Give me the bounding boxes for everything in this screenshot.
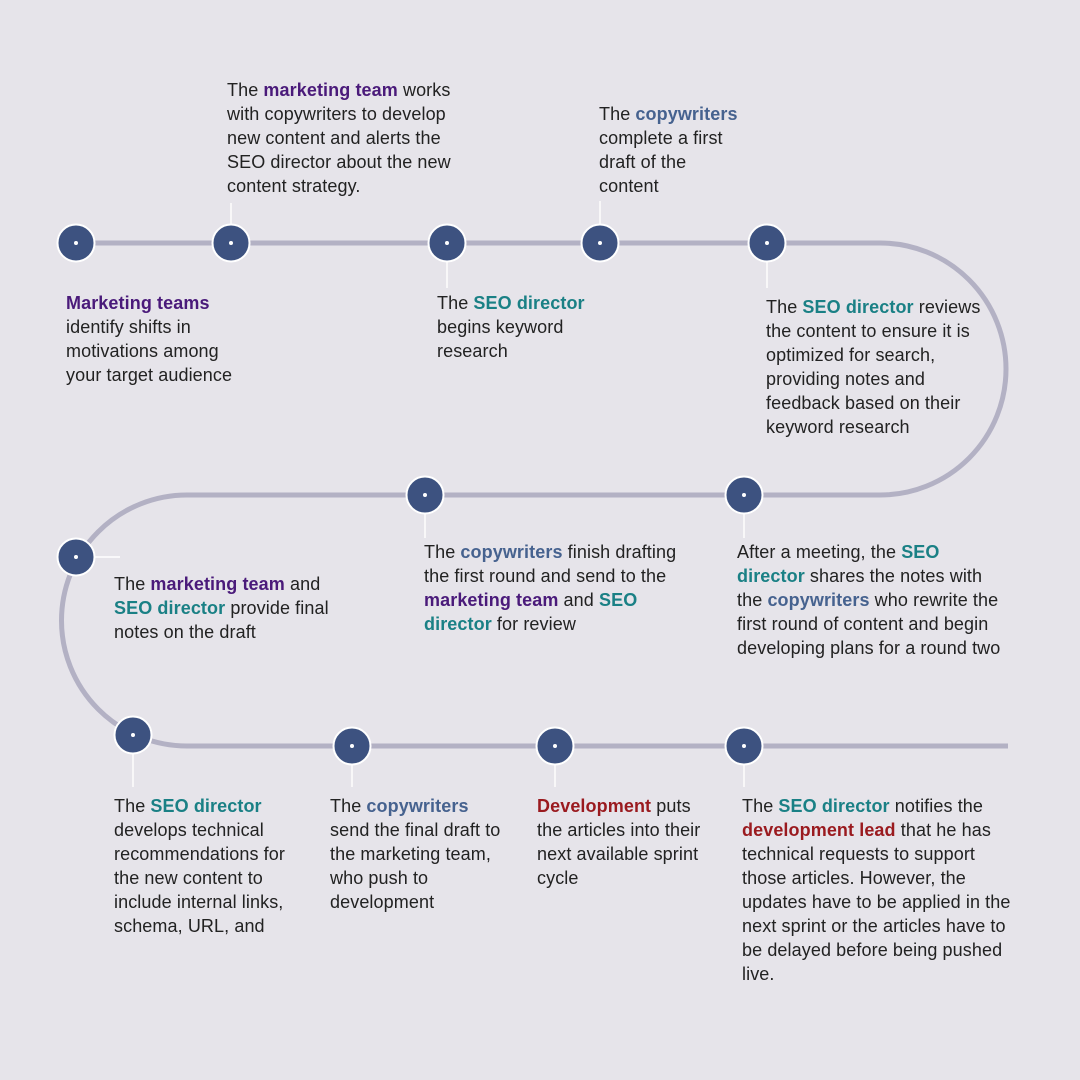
step-text-segment: complete a first draft of the content (599, 128, 723, 196)
step-text-segment: who rewrite the first round of content and begin developing plans for a round two (737, 590, 1001, 658)
role-highlight: copywriters (460, 542, 563, 562)
role-highlight: Marketing teams (66, 293, 210, 313)
step-8-node-dot (74, 555, 78, 559)
step-text-segment: finish drafting the first round and send to the (424, 542, 677, 586)
step-10-node-dot (350, 744, 354, 748)
step-text-segment: that he has technical requests to support those articles. However, the updates have to be applied in the next sprint or the articles have to be delayed before being pushed live. (742, 820, 1011, 984)
step-text-segment: develops technical recommendations for the new content to include internal links, schema, URL, and (114, 820, 285, 936)
step-text-segment: identify shifts in motivations among your target audience (66, 317, 233, 385)
step-text-segment: The (114, 796, 151, 816)
role-highlight: SEO director (150, 796, 262, 816)
role-highlight: marketing team (263, 80, 398, 100)
step-2-node-dot (229, 241, 233, 245)
step-text-segment: reviews the content to ensure it is optimized for search, providing notes and feedback based on their keyword research (766, 297, 981, 437)
role-highlight: marketing team (424, 590, 559, 610)
step-6-node-dot (742, 493, 746, 497)
step-5-text (766, 295, 981, 439)
step-text-segment: send the final draft to the marketing team, who push to development (330, 820, 501, 912)
role-highlight: development lead (742, 820, 896, 840)
role-highlight: Development (537, 796, 652, 816)
step-10-text (330, 794, 505, 914)
step-1-text (66, 291, 236, 387)
step-text-segment: The (742, 796, 779, 816)
step-text-segment: and (284, 574, 321, 594)
step-2-text (227, 78, 477, 198)
step-11-node-dot (553, 744, 557, 748)
step-text-segment: begins keyword research (437, 317, 564, 361)
step-text-segment: for review (491, 614, 576, 634)
step-text-segment: works with copywriters to develop new content and alerts the SEO director about the new content strategy. (227, 80, 451, 196)
step-text-segment: The (227, 80, 264, 100)
step-text-segment: The (599, 104, 636, 124)
role-highlight: SEO director (802, 297, 914, 317)
role-highlight: copywriters (366, 796, 469, 816)
step-text-segment: provide final notes on the draft (114, 598, 329, 642)
step-6-text (737, 540, 1007, 660)
role-highlight: copywriters (635, 104, 738, 124)
step-text-segment: puts the articles into their next available sprint cycle (537, 796, 701, 888)
step-text-segment: shares the notes with the (737, 566, 983, 610)
step-4-node-dot (598, 241, 602, 245)
role-highlight: SEO director (473, 293, 585, 313)
role-highlight: SEO director (737, 542, 940, 586)
step-text-segment: and (558, 590, 599, 610)
step-9-text (114, 794, 309, 938)
step-9-node-dot (131, 733, 135, 737)
step-12-node-dot (742, 744, 746, 748)
role-highlight: SEO director (424, 590, 638, 634)
step-text-segment: The (424, 542, 461, 562)
role-highlight: copywriters (767, 590, 870, 610)
step-text-segment: The (330, 796, 367, 816)
step-text-segment: After a meeting, the (737, 542, 902, 562)
step-7-node-dot (423, 493, 427, 497)
role-highlight: SEO director (114, 598, 226, 618)
step-4-text (599, 102, 744, 198)
step-3-node-dot (445, 241, 449, 245)
role-highlight: SEO director (778, 796, 890, 816)
step-12-text (742, 794, 1017, 986)
role-highlight: marketing team (150, 574, 285, 594)
step-text-segment: notifies the (889, 796, 984, 816)
step-text-segment: The (114, 574, 151, 594)
step-8-text (114, 572, 354, 644)
step-11-text (537, 794, 712, 890)
step-3-text (437, 291, 612, 363)
step-1-node-dot (74, 241, 78, 245)
step-7-text (424, 540, 679, 636)
step-text-segment: The (437, 293, 474, 313)
step-5-node-dot (765, 241, 769, 245)
step-text-segment: The (766, 297, 803, 317)
